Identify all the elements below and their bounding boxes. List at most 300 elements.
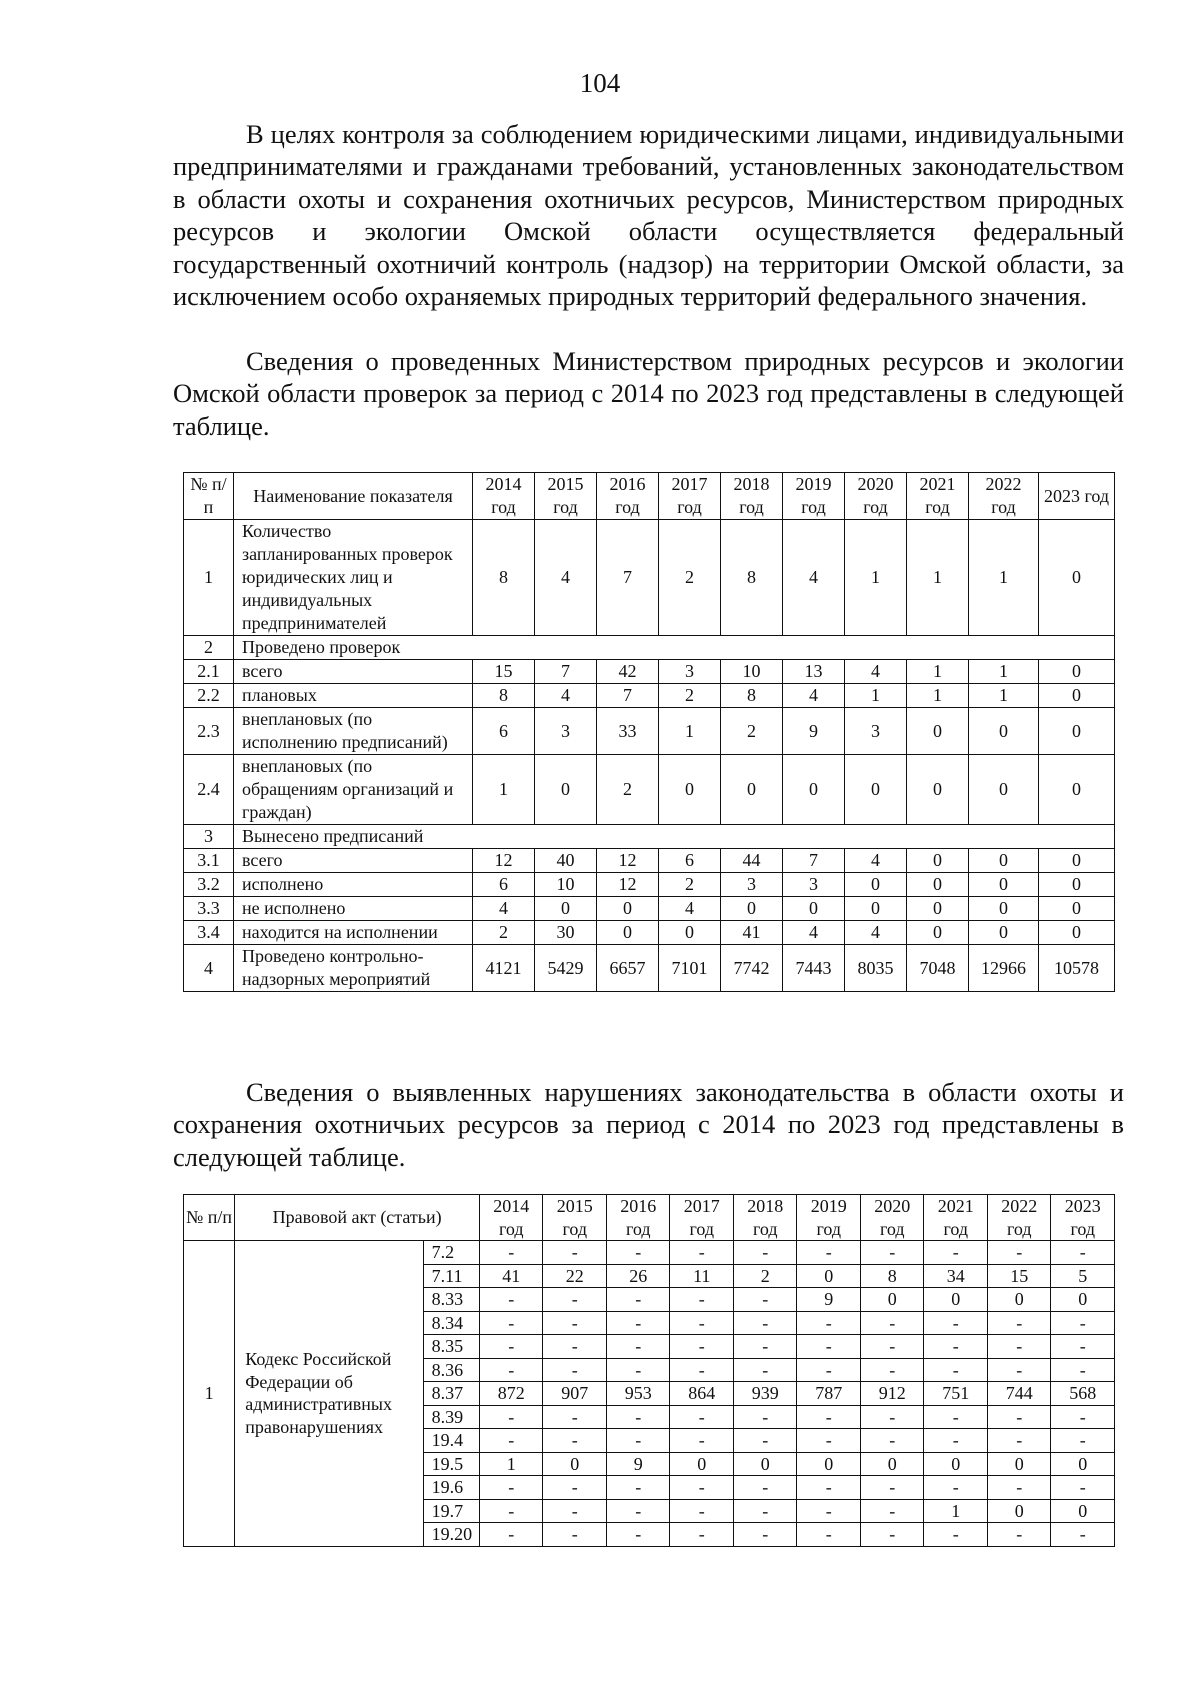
- cell-value: -: [606, 1405, 670, 1429]
- article-cell: 8.35: [423, 1335, 479, 1359]
- cell-value: -: [860, 1476, 924, 1500]
- table-header-row: [184, 1195, 1115, 1241]
- cell-value: 1: [969, 660, 1039, 684]
- row-name: находится на исполнении: [234, 921, 473, 945]
- cell-value: 41: [479, 1264, 543, 1288]
- cell-value: 8: [473, 684, 535, 708]
- cell-value: 0: [969, 708, 1039, 755]
- article-cell: 7.2: [423, 1241, 479, 1265]
- cell-value: -: [670, 1288, 734, 1312]
- cell-value: 0: [987, 1499, 1051, 1523]
- cell-value: 5: [1051, 1264, 1115, 1288]
- cell-value: 3: [783, 873, 845, 897]
- cell-value: 0: [659, 921, 721, 945]
- cell-value: -: [670, 1523, 734, 1547]
- cell-value: 12966: [969, 945, 1039, 992]
- cell-value: 4: [659, 897, 721, 921]
- row-num: 2.4: [184, 755, 234, 825]
- cell-value: 4: [473, 897, 535, 921]
- cell-value: 7742: [721, 945, 783, 992]
- article-cell: 8.37: [423, 1382, 479, 1406]
- cell-value: -: [987, 1311, 1051, 1335]
- cell-value: 12: [597, 849, 659, 873]
- cell-value: 3: [721, 873, 783, 897]
- cell-value: -: [924, 1476, 988, 1500]
- table-row: [184, 849, 1115, 873]
- table-row: [184, 636, 1115, 660]
- row-num: 3.1: [184, 849, 234, 873]
- cell-value: 26: [606, 1264, 670, 1288]
- cell-value: -: [987, 1358, 1051, 1382]
- cell-value: 0: [1051, 1499, 1115, 1523]
- cell-value: 0: [670, 1452, 734, 1476]
- cell-value: 0: [659, 755, 721, 825]
- article-cell: 19.5: [423, 1452, 479, 1476]
- header-year: 2021 год: [907, 473, 969, 520]
- table-row: [184, 945, 1115, 992]
- cell-value: -: [924, 1523, 988, 1547]
- cell-value: 1: [845, 684, 907, 708]
- cell-value: 0: [969, 873, 1039, 897]
- header-year: 2023 год: [1039, 473, 1115, 520]
- cell-value: -: [924, 1311, 988, 1335]
- cell-value: 0: [597, 897, 659, 921]
- cell-value: 907: [543, 1382, 607, 1406]
- cell-value: -: [733, 1358, 797, 1382]
- header-num: № п/п: [184, 473, 234, 520]
- cell-value: -: [1051, 1311, 1115, 1335]
- cell-value: 953: [606, 1382, 670, 1406]
- cell-value: 44: [721, 849, 783, 873]
- row-num: 2.3: [184, 708, 234, 755]
- cell-value: 2: [473, 921, 535, 945]
- cell-value: -: [1051, 1476, 1115, 1500]
- cell-value: -: [606, 1358, 670, 1382]
- cell-value: -: [606, 1429, 670, 1453]
- cell-value: -: [1051, 1358, 1115, 1382]
- header-year: 2022 год: [969, 473, 1039, 520]
- cell-value: -: [1051, 1429, 1115, 1453]
- cell-value: -: [543, 1499, 607, 1523]
- cell-value: -: [733, 1311, 797, 1335]
- cell-value: -: [1051, 1241, 1115, 1265]
- cell-value: 0: [845, 897, 907, 921]
- cell-value: 9: [797, 1288, 861, 1312]
- cell-value: 0: [860, 1452, 924, 1476]
- cell-value: 0: [1039, 897, 1115, 921]
- cell-value: 4: [783, 684, 845, 708]
- article-cell: 8.39: [423, 1405, 479, 1429]
- cell-value: -: [733, 1288, 797, 1312]
- table-row: [184, 520, 1115, 636]
- cell-value: -: [860, 1358, 924, 1382]
- paragraph-inspections: [173, 345, 1124, 442]
- cell-value: 787: [797, 1382, 861, 1406]
- cell-value: -: [797, 1523, 861, 1547]
- cell-value: -: [479, 1288, 543, 1312]
- cell-value: 10578: [1039, 945, 1115, 992]
- cell-value: 7: [597, 684, 659, 708]
- cell-value: 0: [597, 921, 659, 945]
- cell-value: -: [479, 1523, 543, 1547]
- cell-value: -: [479, 1241, 543, 1265]
- cell-value: -: [987, 1241, 1051, 1265]
- cell-value: 864: [670, 1382, 734, 1406]
- cell-value: -: [733, 1405, 797, 1429]
- cell-value: 0: [1039, 708, 1115, 755]
- row-section-title: Вынесено предписаний: [234, 825, 1115, 849]
- cell-value: -: [797, 1476, 861, 1500]
- cell-value: 4: [535, 520, 597, 636]
- cell-value: 2: [659, 873, 721, 897]
- cell-value: -: [479, 1476, 543, 1500]
- cell-value: -: [987, 1523, 1051, 1547]
- cell-value: 0: [1039, 755, 1115, 825]
- cell-value: -: [606, 1311, 670, 1335]
- cell-value: -: [543, 1429, 607, 1453]
- cell-value: 0: [783, 897, 845, 921]
- row-name: исполнено: [234, 873, 473, 897]
- cell-value: 7101: [659, 945, 721, 992]
- cell-value: 751: [924, 1382, 988, 1406]
- row-num: 2: [184, 636, 234, 660]
- cell-value: 13: [783, 660, 845, 684]
- table-row: [184, 660, 1115, 684]
- cell-value: 1: [845, 520, 907, 636]
- row-num: 3.2: [184, 873, 234, 897]
- header-year: 2014 год: [473, 473, 535, 520]
- cell-value: -: [733, 1335, 797, 1359]
- row-num: 4: [184, 945, 234, 992]
- cell-value: -: [543, 1476, 607, 1500]
- cell-value: 1: [473, 755, 535, 825]
- row-name: всего: [234, 660, 473, 684]
- cell-value: 1: [924, 1499, 988, 1523]
- cell-value: -: [543, 1241, 607, 1265]
- row-name: внеплановых (по исполнению предписаний): [234, 708, 473, 755]
- cell-value: 0: [1039, 873, 1115, 897]
- cell-value: 6: [473, 873, 535, 897]
- row-num: 3.3: [184, 897, 234, 921]
- cell-value: -: [606, 1476, 670, 1500]
- cell-value: -: [924, 1429, 988, 1453]
- header-year: 2019 год: [783, 473, 845, 520]
- cell-value: 0: [845, 755, 907, 825]
- table-row: [184, 921, 1115, 945]
- header-year: 2020 год: [845, 473, 907, 520]
- header-year: 2023 год: [1051, 1195, 1115, 1241]
- article-cell: 8.33: [423, 1288, 479, 1312]
- cell-value: -: [860, 1335, 924, 1359]
- cell-value: 6: [473, 708, 535, 755]
- cell-value: 3: [845, 708, 907, 755]
- cell-value: 33: [597, 708, 659, 755]
- row-section-title: Проведено проверок: [234, 636, 1115, 660]
- inspections-table: [183, 472, 1115, 992]
- row-name: Количество запланированных проверок юридических лиц и индивидуальных предпринимателей: [234, 520, 473, 636]
- cell-value: 7048: [907, 945, 969, 992]
- table-row: [184, 708, 1115, 755]
- row-name: всего: [234, 849, 473, 873]
- cell-value: -: [670, 1335, 734, 1359]
- page-number: 104: [579, 68, 621, 98]
- cell-value: 0: [924, 1452, 988, 1476]
- cell-value: 0: [907, 873, 969, 897]
- cell-value: 4: [845, 660, 907, 684]
- cell-value: -: [1051, 1405, 1115, 1429]
- cell-value: 3: [659, 660, 721, 684]
- cell-value: -: [733, 1241, 797, 1265]
- cell-value: 1: [969, 684, 1039, 708]
- cell-value: -: [987, 1405, 1051, 1429]
- cell-value: 34: [924, 1264, 988, 1288]
- cell-value: 2: [721, 708, 783, 755]
- cell-value: -: [543, 1358, 607, 1382]
- cell-value: 0: [845, 873, 907, 897]
- cell-value: -: [543, 1288, 607, 1312]
- cell-value: 0: [924, 1288, 988, 1312]
- cell-value: -: [733, 1499, 797, 1523]
- cell-value: -: [606, 1288, 670, 1312]
- cell-value: -: [670, 1241, 734, 1265]
- row-name: внеплановых (по обращениям организаций и граждан): [234, 755, 473, 825]
- cell-value: -: [797, 1311, 861, 1335]
- cell-value: 0: [969, 755, 1039, 825]
- cell-value: -: [924, 1241, 988, 1265]
- cell-value: 0: [969, 897, 1039, 921]
- cell-value: -: [1051, 1523, 1115, 1547]
- cell-value: 1: [907, 684, 969, 708]
- cell-value: 0: [907, 897, 969, 921]
- header-num: № п/п: [184, 1195, 235, 1241]
- cell-value: -: [924, 1335, 988, 1359]
- cell-value: 15: [987, 1264, 1051, 1288]
- cell-value: 30: [535, 921, 597, 945]
- row-num: 2.1: [184, 660, 234, 684]
- cell-value: 9: [606, 1452, 670, 1476]
- cell-value: 9: [783, 708, 845, 755]
- cell-value: 912: [860, 1382, 924, 1406]
- cell-value: 0: [1039, 921, 1115, 945]
- cell-value: 0: [783, 755, 845, 825]
- table-row: [184, 755, 1115, 825]
- cell-value: -: [479, 1429, 543, 1453]
- header-year: 2015 год: [535, 473, 597, 520]
- paragraph-inspections-text: Сведения о проведенных Министерством природных ресурсов и экологии Омской области проверок за период с 2014 по 2023 год представлены в следующей таблице.: [173, 346, 1124, 441]
- header-year: 2021 год: [924, 1195, 988, 1241]
- cell-value: 12: [597, 873, 659, 897]
- cell-value: 2: [597, 755, 659, 825]
- article-cell: 8.36: [423, 1358, 479, 1382]
- row-num: 3.4: [184, 921, 234, 945]
- cell-value: -: [733, 1523, 797, 1547]
- cell-value: 0: [1039, 849, 1115, 873]
- cell-value: 568: [1051, 1382, 1115, 1406]
- cell-value: -: [797, 1499, 861, 1523]
- cell-value: -: [797, 1358, 861, 1382]
- violations-table: [183, 1194, 1115, 1547]
- cell-value: 40: [535, 849, 597, 873]
- cell-value: 0: [1039, 684, 1115, 708]
- cell-value: 0: [721, 755, 783, 825]
- cell-value: -: [670, 1311, 734, 1335]
- cell-value: -: [860, 1405, 924, 1429]
- group-act: Кодекс Российской Федерации об административных правонарушениях: [235, 1241, 423, 1547]
- cell-value: 0: [969, 849, 1039, 873]
- cell-value: 41: [721, 921, 783, 945]
- cell-value: -: [797, 1429, 861, 1453]
- cell-value: -: [987, 1429, 1051, 1453]
- cell-value: 0: [907, 755, 969, 825]
- cell-value: 744: [987, 1382, 1051, 1406]
- cell-value: 8: [473, 520, 535, 636]
- cell-value: 0: [535, 897, 597, 921]
- cell-value: -: [860, 1311, 924, 1335]
- cell-value: -: [479, 1499, 543, 1523]
- article-cell: 19.4: [423, 1429, 479, 1453]
- article-cell: 7.11: [423, 1264, 479, 1288]
- cell-value: 8035: [845, 945, 907, 992]
- cell-value: -: [860, 1429, 924, 1453]
- cell-value: 0: [1039, 660, 1115, 684]
- cell-value: 0: [969, 921, 1039, 945]
- row-num: 1: [184, 520, 234, 636]
- cell-value: 1: [907, 520, 969, 636]
- cell-value: 10: [721, 660, 783, 684]
- cell-value: 0: [987, 1288, 1051, 1312]
- row-name: плановых: [234, 684, 473, 708]
- cell-value: 6: [659, 849, 721, 873]
- cell-value: 0: [907, 708, 969, 755]
- cell-value: 8: [721, 520, 783, 636]
- row-num: 2.2: [184, 684, 234, 708]
- cell-value: 11: [670, 1264, 734, 1288]
- cell-value: -: [987, 1335, 1051, 1359]
- cell-value: -: [733, 1476, 797, 1500]
- cell-value: -: [670, 1358, 734, 1382]
- cell-value: 1: [969, 520, 1039, 636]
- cell-value: -: [543, 1405, 607, 1429]
- cell-value: -: [479, 1405, 543, 1429]
- cell-value: 1: [479, 1452, 543, 1476]
- table-row: [184, 897, 1115, 921]
- group-num: 1: [184, 1241, 235, 1547]
- paragraph-violations-text: Сведения о выявленных нарушениях законодательства в области охоты и сохранения охотничьих ресурсов за период с 2014 по 2023 год представлены в следующей таблице.: [173, 1077, 1124, 1172]
- header-year: 2015 год: [543, 1195, 607, 1241]
- cell-value: 5429: [535, 945, 597, 992]
- cell-value: 4: [783, 520, 845, 636]
- cell-value: 0: [1051, 1452, 1115, 1476]
- cell-value: -: [606, 1241, 670, 1265]
- cell-value: -: [987, 1476, 1051, 1500]
- cell-value: 6657: [597, 945, 659, 992]
- cell-value: 872: [479, 1382, 543, 1406]
- cell-value: -: [860, 1241, 924, 1265]
- cell-value: 4: [845, 921, 907, 945]
- header-year: 2017 год: [670, 1195, 734, 1241]
- cell-value: 0: [860, 1288, 924, 1312]
- cell-value: 0: [797, 1452, 861, 1476]
- cell-value: -: [670, 1429, 734, 1453]
- row-num: 3: [184, 825, 234, 849]
- header-year: 2022 год: [987, 1195, 1051, 1241]
- cell-value: 2: [733, 1264, 797, 1288]
- cell-value: -: [543, 1311, 607, 1335]
- table-row: [184, 873, 1115, 897]
- cell-value: 0: [987, 1452, 1051, 1476]
- cell-value: -: [797, 1405, 861, 1429]
- cell-value: 0: [907, 921, 969, 945]
- article-cell: 8.34: [423, 1311, 479, 1335]
- table-row: [184, 1241, 1115, 1265]
- cell-value: 10: [535, 873, 597, 897]
- cell-value: 7: [535, 660, 597, 684]
- cell-value: 4: [535, 684, 597, 708]
- header-year: 2018 год: [733, 1195, 797, 1241]
- cell-value: 8: [860, 1264, 924, 1288]
- header-name: Наименование показателя: [234, 473, 473, 520]
- cell-value: -: [479, 1358, 543, 1382]
- cell-value: -: [860, 1499, 924, 1523]
- cell-value: 1: [659, 708, 721, 755]
- header-year: 2016 год: [597, 473, 659, 520]
- table-row: [184, 684, 1115, 708]
- paragraph-intro-text: В целях контроля за соблюдением юридическими лицами, индивидуальными предпринимателями и гражданами требований, установленных законодательством в области охоты и сохранения охотничьих ресурсов, Министерством природных ресурсов и экологии Омской области осуществляется федеральный государственный охотничий контроль (надзор) на территории Омской области, за исключением особо охраняемых природных территорий федерального значения.: [173, 119, 1124, 312]
- cell-value: 7443: [783, 945, 845, 992]
- table-header-row: [184, 473, 1115, 520]
- cell-value: -: [797, 1335, 861, 1359]
- cell-value: -: [924, 1358, 988, 1382]
- cell-value: -: [1051, 1335, 1115, 1359]
- cell-value: -: [543, 1523, 607, 1547]
- cell-value: 939: [733, 1382, 797, 1406]
- cell-value: 4: [783, 921, 845, 945]
- cell-value: -: [606, 1335, 670, 1359]
- article-cell: 19.20: [423, 1523, 479, 1547]
- cell-value: -: [543, 1335, 607, 1359]
- cell-value: -: [733, 1429, 797, 1453]
- cell-value: 0: [535, 755, 597, 825]
- cell-value: 15: [473, 660, 535, 684]
- header-year: 2017 год: [659, 473, 721, 520]
- header-year: 2016 год: [606, 1195, 670, 1241]
- header-year: 2019 год: [797, 1195, 861, 1241]
- cell-value: 8: [721, 684, 783, 708]
- cell-value: 0: [1051, 1288, 1115, 1312]
- cell-value: 0: [543, 1452, 607, 1476]
- table-row: [184, 825, 1115, 849]
- cell-value: -: [479, 1335, 543, 1359]
- article-cell: 19.6: [423, 1476, 479, 1500]
- cell-value: 22: [543, 1264, 607, 1288]
- cell-value: -: [860, 1523, 924, 1547]
- cell-value: 2: [659, 684, 721, 708]
- cell-value: -: [479, 1311, 543, 1335]
- cell-value: 3: [535, 708, 597, 755]
- cell-value: 0: [907, 849, 969, 873]
- paragraph-intro: [173, 118, 1124, 312]
- cell-value: -: [670, 1405, 734, 1429]
- cell-value: 12: [473, 849, 535, 873]
- cell-value: 0: [733, 1452, 797, 1476]
- header-year: 2018 год: [721, 473, 783, 520]
- cell-value: -: [670, 1499, 734, 1523]
- header-act: Правовой акт (статьи): [235, 1195, 480, 1241]
- row-name: Проведено контрольно-надзорных мероприятий: [234, 945, 473, 992]
- cell-value: 2: [659, 520, 721, 636]
- cell-value: 42: [597, 660, 659, 684]
- article-cell: 19.7: [423, 1499, 479, 1523]
